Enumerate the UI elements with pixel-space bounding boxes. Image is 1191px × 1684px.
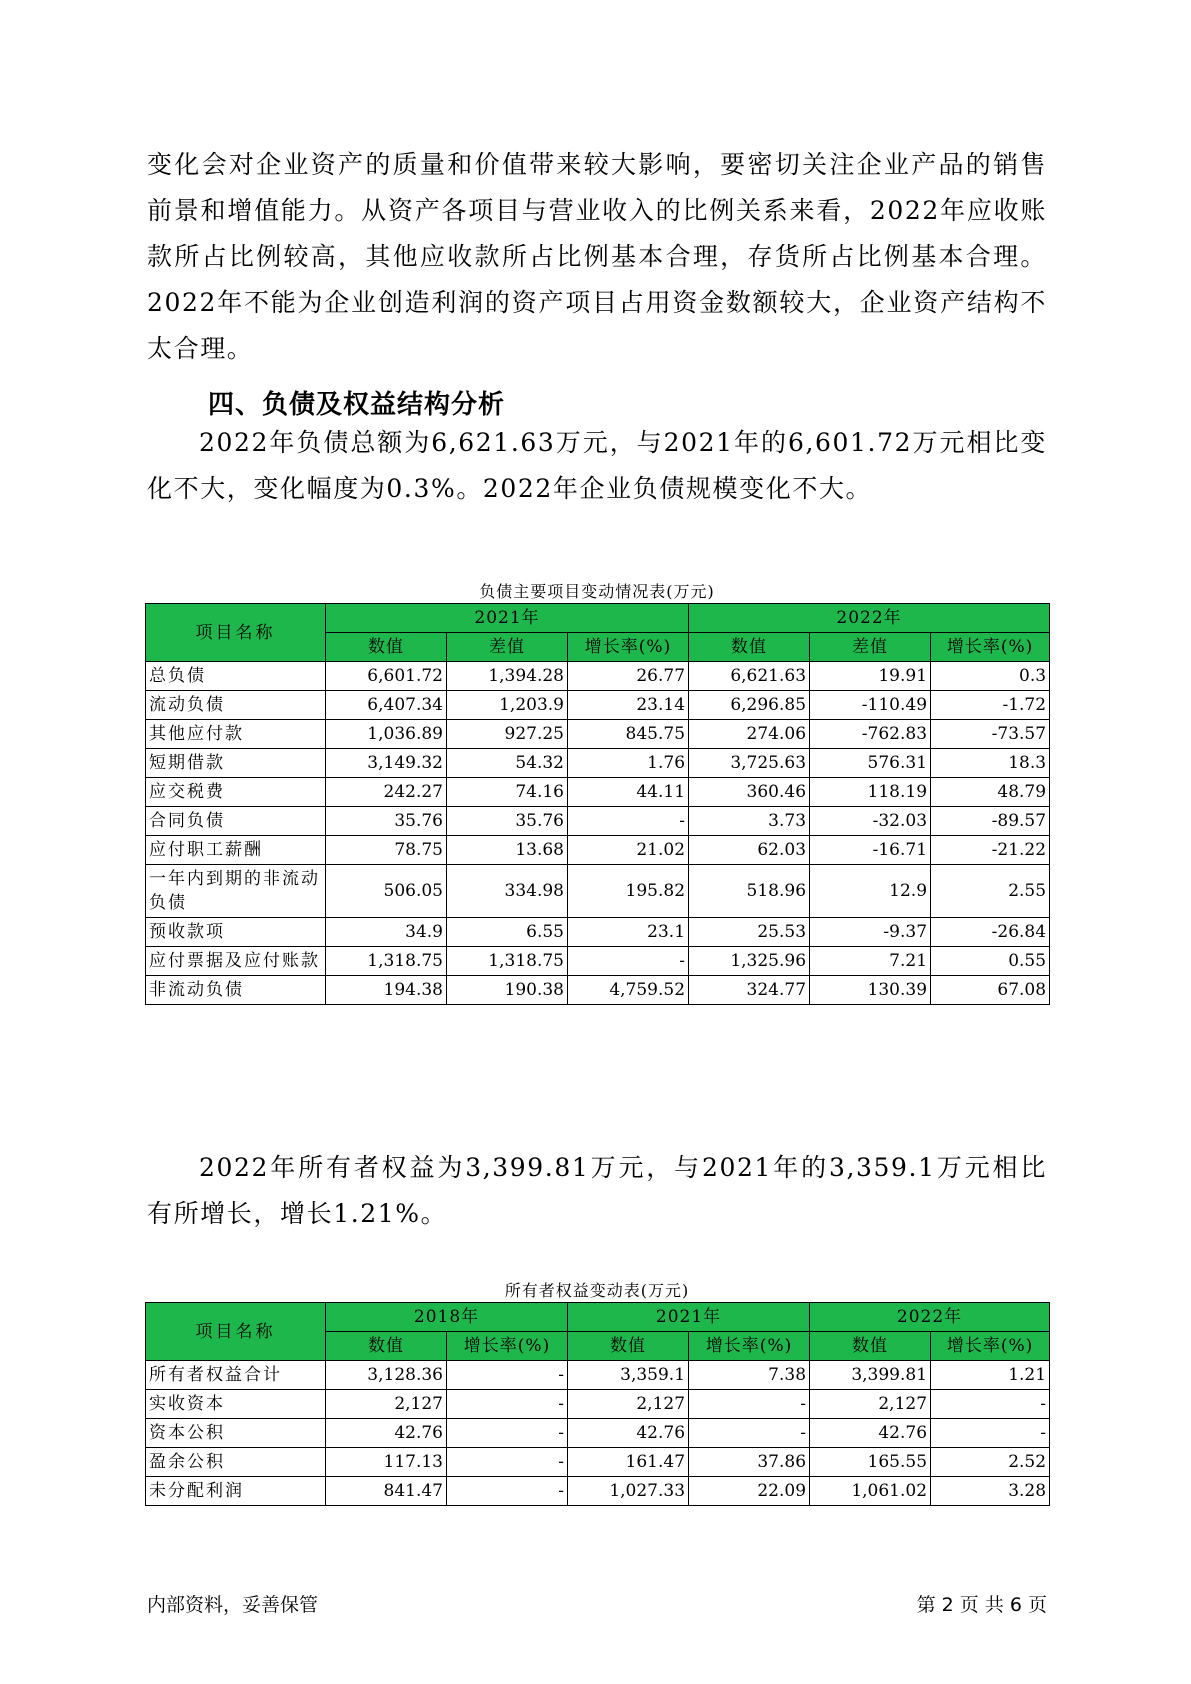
table2-cell: 7.38: [689, 1361, 810, 1390]
table2-cell: 161.47: [568, 1448, 689, 1477]
paragraph-liabilities-summary: 2022年负债总额为6,621.63万元，与2021年的6,601.72万元相比变化不大，变化幅度为0.3%。2022年企业负债规模变化不大。: [147, 428, 1047, 503]
table1-cell: 23.1: [568, 918, 689, 947]
table1-cell: 0.55: [931, 947, 1050, 976]
table1-row: [146, 947, 1050, 976]
table1-cell: 74.16: [447, 778, 568, 807]
table1-cell: 6,407.34: [326, 691, 447, 720]
table1-cell: -89.57: [931, 807, 1050, 836]
table1-cell: 1,394.28: [447, 662, 568, 691]
table1-cell: 3,149.32: [326, 749, 447, 778]
table1-cell: 48.79: [931, 778, 1050, 807]
table1-cell: 25.53: [689, 918, 810, 947]
table2-year-header: 2022年: [810, 1303, 1050, 1332]
table1-cell: 927.25: [447, 720, 568, 749]
table1-cell: 845.75: [568, 720, 689, 749]
table1-cell: -21.22: [931, 836, 1050, 865]
table2-cell: 117.13: [326, 1448, 447, 1477]
table1-cell: 190.38: [447, 976, 568, 1005]
table1-row: [146, 807, 1050, 836]
paragraph-asset-structure: 变化会对企业资产的质量和价值带来较大影响，要密切关注企业产品的销售前景和增值能力。从资产各项目与营业收入的比例关系来看，2022年应收账款所占比例较高，其他应收款所占比例基本合理，存货所占比例基本合理。2022年不能为企业创造利润的资产项目占用资金数额较大，企业资产结构不太合理。: [147, 150, 1047, 363]
table2-cell: -: [447, 1390, 568, 1419]
table1-row-label: 非流动负债: [146, 976, 326, 1005]
table1-cell: 6,621.63: [689, 662, 810, 691]
table1-row-label: 流动负债: [146, 691, 326, 720]
liabilities-table: [145, 603, 1050, 1005]
table1-row: [146, 865, 1050, 918]
table2-row-label: 所有者权益合计: [146, 1361, 326, 1390]
footer-page-number: 第 2 页 共 6 页: [916, 1594, 1047, 1616]
table1-cell: -110.49: [810, 691, 931, 720]
table1-cell: 35.76: [447, 807, 568, 836]
table1-row-label: 一年内到期的非流动负债: [146, 865, 326, 918]
table1-cell: 518.96: [689, 865, 810, 918]
table2-row-label: 未分配利润: [146, 1477, 326, 1506]
table1-cell: -16.71: [810, 836, 931, 865]
table2-row: [146, 1419, 1050, 1448]
table1-cell: 324.77: [689, 976, 810, 1005]
table1-row: [146, 778, 1050, 807]
table1-row-label: 应交税费: [146, 778, 326, 807]
table1-cell: 2.55: [931, 865, 1050, 918]
table2-cell: 3,359.1: [568, 1361, 689, 1390]
table1-cell: -73.57: [931, 720, 1050, 749]
table2-cell: 841.47: [326, 1477, 447, 1506]
table1-cell: 18.3: [931, 749, 1050, 778]
table2-cell: 2.52: [931, 1448, 1050, 1477]
table2-cell: -: [447, 1361, 568, 1390]
table1-cell: 19.91: [810, 662, 931, 691]
table1-cell: 3.73: [689, 807, 810, 836]
table1-row: [146, 976, 1050, 1005]
table1-row-label: 应付职工薪酬: [146, 836, 326, 865]
table1-cell: 506.05: [326, 865, 447, 918]
table1-row-label: 总负债: [146, 662, 326, 691]
table2-row: [146, 1477, 1050, 1506]
table1-body: [146, 662, 1050, 1005]
table1-cell: -26.84: [931, 918, 1050, 947]
table2-row-label: 实收资本: [146, 1390, 326, 1419]
table1-cell: 130.39: [810, 976, 931, 1005]
table1-cell: 1,318.75: [447, 947, 568, 976]
table2-cell: -: [447, 1477, 568, 1506]
table2-row: [146, 1361, 1050, 1390]
table1-cell: 195.82: [568, 865, 689, 918]
table1-year-header: 2022年: [689, 604, 1050, 633]
table2-cell: 2,127: [810, 1390, 931, 1419]
table1-cell: 4,759.52: [568, 976, 689, 1005]
table1-cell: 78.75: [326, 836, 447, 865]
table2-header-name: 项目名称: [146, 1303, 326, 1361]
section-heading: 四、负债及权益结构分析: [208, 390, 506, 420]
table2-row-label: 盈余公积: [146, 1448, 326, 1477]
table2-cell: 3,128.36: [326, 1361, 447, 1390]
table1-cell: 35.76: [326, 807, 447, 836]
table1-cell: 242.27: [326, 778, 447, 807]
table1-cell: 1,325.96: [689, 947, 810, 976]
table1-cell: 54.32: [447, 749, 568, 778]
table1-cell: 6,601.72: [326, 662, 447, 691]
table1-cell: -: [568, 807, 689, 836]
table1-caption: 负债主要项目变动情况表(万元): [479, 582, 715, 601]
table2-cell: -: [689, 1390, 810, 1419]
table2-cell: -: [931, 1419, 1050, 1448]
table1-row: [146, 918, 1050, 947]
table1-cell: -1.72: [931, 691, 1050, 720]
table1-cell: 3,725.63: [689, 749, 810, 778]
table1-row-label: 合同负债: [146, 807, 326, 836]
table1-cell: 13.68: [447, 836, 568, 865]
table1-cell: 34.9: [326, 918, 447, 947]
table2-cell: -: [447, 1448, 568, 1477]
table2-subheader: 增长率(%): [689, 1332, 810, 1361]
table1-cell: 334.98: [447, 865, 568, 918]
table1-subheader: 差值: [810, 633, 931, 662]
table1-row-label: 应付票据及应付账款: [146, 947, 326, 976]
table1-cell: 23.14: [568, 691, 689, 720]
table2-cell: 22.09: [689, 1477, 810, 1506]
footer-confidential-note: 内部资料，妥善保管: [147, 1594, 319, 1616]
table2-cell: 2,127: [326, 1390, 447, 1419]
table1-header-name: 项目名称: [146, 604, 326, 662]
table2-subheader: 数值: [326, 1332, 447, 1361]
table2-cell: 42.76: [810, 1419, 931, 1448]
table1-cell: 44.11: [568, 778, 689, 807]
table2-year-header: 2018年: [326, 1303, 568, 1332]
table2-row-label: 资本公积: [146, 1419, 326, 1448]
table1-cell: 194.38: [326, 976, 447, 1005]
table2-row: [146, 1448, 1050, 1477]
table1-row: [146, 749, 1050, 778]
table1-row: [146, 720, 1050, 749]
table1-subheader: 数值: [326, 633, 447, 662]
table1-cell: 6,296.85: [689, 691, 810, 720]
table2-subheader: 数值: [568, 1332, 689, 1361]
equity-table: [145, 1302, 1050, 1506]
table2-subheader: 增长率(%): [447, 1332, 568, 1361]
table2-cell: 1.21: [931, 1361, 1050, 1390]
table1-cell: 360.46: [689, 778, 810, 807]
table2-cell: 42.76: [568, 1419, 689, 1448]
table1-cell: 1,318.75: [326, 947, 447, 976]
table2-cell: 42.76: [326, 1419, 447, 1448]
table2-body: [146, 1361, 1050, 1506]
table1-cell: 67.08: [931, 976, 1050, 1005]
table1-subheader: 数值: [689, 633, 810, 662]
table1-cell: 21.02: [568, 836, 689, 865]
table2-cell: 1,027.33: [568, 1477, 689, 1506]
table1-cell: 118.19: [810, 778, 931, 807]
table1-subheader: 增长率(%): [931, 633, 1050, 662]
table1-year-header: 2021年: [326, 604, 689, 633]
table2-cell: -: [689, 1419, 810, 1448]
table1-row-label: 预收款项: [146, 918, 326, 947]
table1-cell: 12.9: [810, 865, 931, 918]
table1-subheader: 增长率(%): [568, 633, 689, 662]
table1-cell: 62.03: [689, 836, 810, 865]
table1-subheader: 差值: [447, 633, 568, 662]
table1-cell: -762.83: [810, 720, 931, 749]
table1-row: [146, 836, 1050, 865]
table2-cell: -: [447, 1419, 568, 1448]
paragraph-equity-summary: 2022年所有者权益为3,399.81万元，与2021年的3,359.1万元相比有所增长，增长1.21%。: [147, 1153, 1047, 1228]
table2-subheader: 增长率(%): [931, 1332, 1050, 1361]
table1-cell: 6.55: [447, 918, 568, 947]
table1-cell: 26.77: [568, 662, 689, 691]
table2-cell: 2,127: [568, 1390, 689, 1419]
table1-cell: 576.31: [810, 749, 931, 778]
table2-row: [146, 1390, 1050, 1419]
table2-cell: 37.86: [689, 1448, 810, 1477]
table1-cell: -: [568, 947, 689, 976]
table1-cell: -32.03: [810, 807, 931, 836]
table1-cell: 1,203.9: [447, 691, 568, 720]
table2-cell: 165.55: [810, 1448, 931, 1477]
table1-row-label: 其他应付款: [146, 720, 326, 749]
table2-subheader: 数值: [810, 1332, 931, 1361]
table1-cell: 7.21: [810, 947, 931, 976]
table2-cell: 1,061.02: [810, 1477, 931, 1506]
table1-cell: 1.76: [568, 749, 689, 778]
table1-row-label: 短期借款: [146, 749, 326, 778]
table1-cell: 1,036.89: [326, 720, 447, 749]
table2-year-header: 2021年: [568, 1303, 810, 1332]
table1-cell: 274.06: [689, 720, 810, 749]
table2-caption: 所有者权益变动表(万元): [504, 1281, 690, 1300]
table2-cell: 3.28: [931, 1477, 1050, 1506]
table2-cell: -: [931, 1390, 1050, 1419]
table1-row: [146, 691, 1050, 720]
table1-cell: 0.3: [931, 662, 1050, 691]
table1-cell: -9.37: [810, 918, 931, 947]
table1-row: [146, 662, 1050, 691]
table2-cell: 3,399.81: [810, 1361, 931, 1390]
